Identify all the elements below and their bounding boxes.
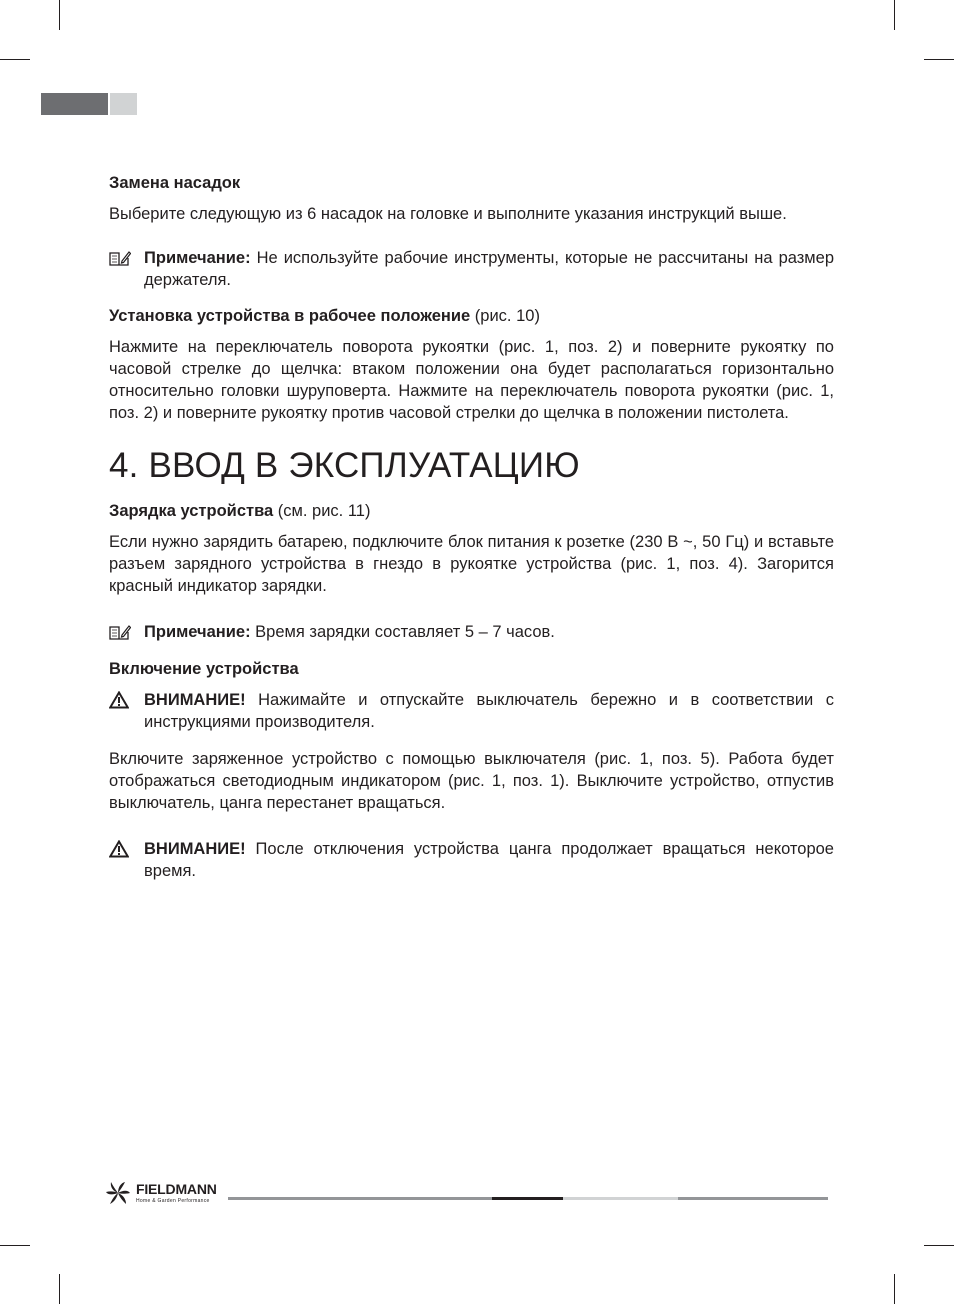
- footer-line-light: [563, 1197, 678, 1200]
- header-tab-dark: [41, 93, 108, 115]
- charge-heading-title: Зарядка устройства: [109, 502, 274, 520]
- replace-heading: Замена насадок: [109, 174, 241, 192]
- crop-mark: [924, 1245, 954, 1246]
- warning-triangle-icon: [109, 840, 131, 858]
- note-1-text: Не используйте рабочие инструменты, которые не рассчитаны на размер держателя.: [144, 249, 834, 289]
- replace-text: Выберите следующую из 6 насадок на головке и выполните указания инструкций выше.: [109, 205, 787, 223]
- position-text: Нажмите на переключатель поворота рукоятки (рис. 1, поз. 2) и поверните рукоятку по часовой стрелке до щелчка: втаком положении она будет располагаться горизонтально относительно головки шуруповерта. Нажмите на переключатель поворота рукоятки (рис. 1, поз. 2) и поверните рукоятку против часовой стрелки до щелчка в положении пистолета.: [109, 338, 834, 422]
- charge-text: Если нужно зарядить батарею, подключите блок питания к розетке (230 В ~, 50 Гц) и вставьте разъем зарядного устройства в гнездо в рукоятке устройства (рис. 1, поз. 4). Загорится красный индикатор зарядки.: [109, 533, 834, 595]
- crop-mark: [894, 0, 895, 30]
- crop-mark: [59, 1274, 60, 1304]
- position-heading-ref: (рис. 10): [470, 307, 540, 325]
- warning-1-text: Нажимайте и отпускайте выключатель бережно и в соответствии с инструкциями производителя.: [144, 691, 834, 731]
- crop-mark: [924, 59, 954, 60]
- warning-2-label: ВНИМАНИЕ!: [144, 840, 246, 858]
- book-pencil-icon: [109, 249, 131, 267]
- position-heading-title: Установка устройства в рабочее положение: [109, 307, 471, 325]
- position-heading: [109, 305, 834, 327]
- footer-line-gray-end: [678, 1197, 828, 1200]
- note-1-label: Примечание:: [144, 249, 251, 267]
- page-content: [109, 170, 834, 882]
- header-tab-light: [110, 93, 137, 115]
- note-2: [109, 621, 834, 643]
- chapter-title: 4. ВВОД В ЭКСПЛУАТАЦИЮ: [109, 446, 580, 485]
- note-2-label: Примечание:: [144, 623, 251, 641]
- crop-mark: [0, 1245, 30, 1246]
- crop-mark: [894, 1274, 895, 1304]
- switch-text: Включите заряженное устройство с помощью выключателя (рис. 1, поз. 5). Работа будет отображаться светодиодным индикатором (рис. 1, поз. 1). Выключите устройство, отпустив выключатель, цанга перестанет вращаться.: [109, 750, 834, 812]
- fieldmann-logo-icon: [104, 1179, 132, 1207]
- footer-line-gray: [228, 1197, 492, 1200]
- brand-name: FIELDMANN: [136, 1181, 217, 1197]
- crop-mark: [0, 59, 30, 60]
- note-1: [109, 247, 834, 291]
- warning-2: [109, 838, 834, 882]
- warning-triangle-icon: [109, 691, 131, 709]
- book-pencil-icon: [109, 623, 131, 641]
- warning-1-label: ВНИМАНИЕ!: [144, 691, 246, 709]
- note-2-text: Время зарядки составляет 5 – 7 часов.: [250, 623, 555, 641]
- warning-1: [109, 689, 834, 733]
- warning-2-text: После отключения устройства цанга продолжает вращаться некоторое время.: [144, 840, 834, 880]
- footer: [104, 1175, 828, 1211]
- footer-line-dark: [492, 1197, 563, 1200]
- charge-heading-ref: (см. рис. 11): [273, 502, 371, 520]
- charge-heading: [109, 500, 834, 522]
- brand-tagline: Home & Garden Performance: [136, 1198, 210, 1204]
- crop-mark: [59, 0, 60, 30]
- switch-heading: Включение устройства: [109, 660, 299, 678]
